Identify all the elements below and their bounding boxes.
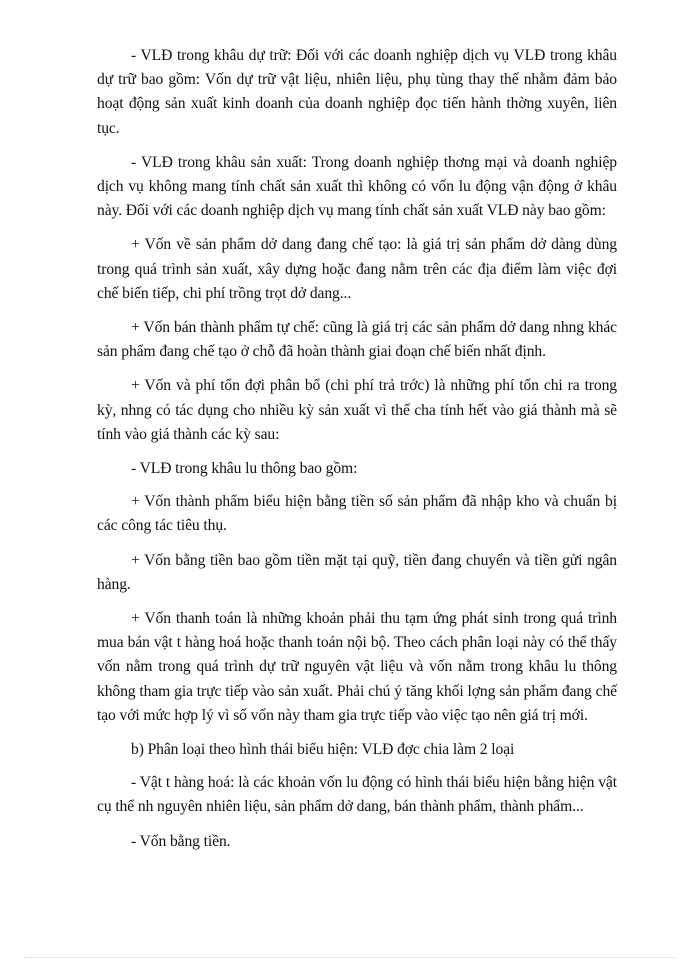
paragraph-prepaid-costs: + Vốn và phí tổn đợi phân bổ (chi phí trả trớc) là những phí tổn chi ra trong kỳ, nhng có tác dụng cho nhiều kỳ sản xuất vì thế cha tính hết vào giá thành mà sẽ tính vào giá thành các kỳ sau: xyxy=(97,377,617,443)
paragraph-production-stage: - VLĐ trong khâu sản xuất: Trong doanh nghiệp thơng mại và doanh nghiệp dịch vụ không mang tính chất sản xuất thì không có vốn lu động vận động ở khâu này. Đối với các doanh nghiệp dịch vụ mang tính chất sản xuất VLĐ này bao gồm: xyxy=(97,153,617,220)
paragraph-semi-finished: + Vốn bán thành phẩm tự chế: cũng là giá trị các sản phẩm dở dang nhng khác sản phẩm đang chế tạo ở chỗ đã hoàn thành giai đoạn chế biến nhất định. xyxy=(97,319,617,361)
paragraph-circulation-stage: - VLĐ trong khâu lu thông bao gồm: xyxy=(131,460,358,478)
page-bottom-divider xyxy=(24,957,676,958)
paragraph-money-capital: - Vốn bằng tiền. xyxy=(131,832,231,850)
paragraph-materials-goods: - Vật t hàng hoá: là các khoản vốn lu động có hình thái biểu hiện bằng hiện vật cụ thể nh nguyên nhiên liệu, sản phẩm dở dang, bán thành phẩm, thành phẩm... xyxy=(97,774,617,816)
paragraph-reserve-stage: - VLĐ trong khâu dự trữ: Đối với các doanh nghiệp dịch vụ VLĐ trong khâu dự trữ bao gồm: Vốn dự trữ vật liệu, nhiên liệu, phụ tùng thay thế nhằm đảm bảo hoạt động sản xuất kinh doanh của doanh nghiệp đọc tiến hành thờng xuyên, liên tục. xyxy=(97,47,617,137)
paragraph-receivables: + Vốn thanh toán là những khoản phải thu tạm ứng phát sinh trong quá trình mua bán vật t hàng hoá hoặc thanh toán nội bộ. Theo cách phân loại này có thể thấy vốn nằm trong quá trình dự trữ nguyên vật liệu và vốn nằm trong khâu lu thông không tham gia trực tiếp vào sản xuất. Phải chú ý tăng khối lợng sản phẩm đang chế tạo với mức hợp lý vì số vốn này tham gia trực tiếp vào việc tạo nên giá trị mới. xyxy=(97,610,617,724)
document-page xyxy=(97,44,617,864)
paragraph-classification-heading: b) Phân loại theo hình thái biểu hiện: VLĐ đợc chia làm 2 loại xyxy=(131,741,515,759)
paragraph-finished-goods: + Vốn thành phẩm biểu hiện bằng tiền số sản phẩm đã nhập kho và chuẩn bị các công tác tiêu thụ. xyxy=(97,493,617,535)
paragraph-work-in-progress: + Vốn về sản phẩm dở dang đang chế tạo: là giá trị sản phẩm dở dàng dùng trong quá trình sản xuất, xây dựng hoặc đang nằm trên các địa điểm làm việc đợi chế biến tiếp, chi phí trồng trọt dở dang... xyxy=(97,236,617,302)
paragraph-cash: + Vốn bằng tiền bao gồm tiền mặt tại quỹ, tiền đang chuyển và tiền gửi ngân hàng. xyxy=(97,551,617,593)
